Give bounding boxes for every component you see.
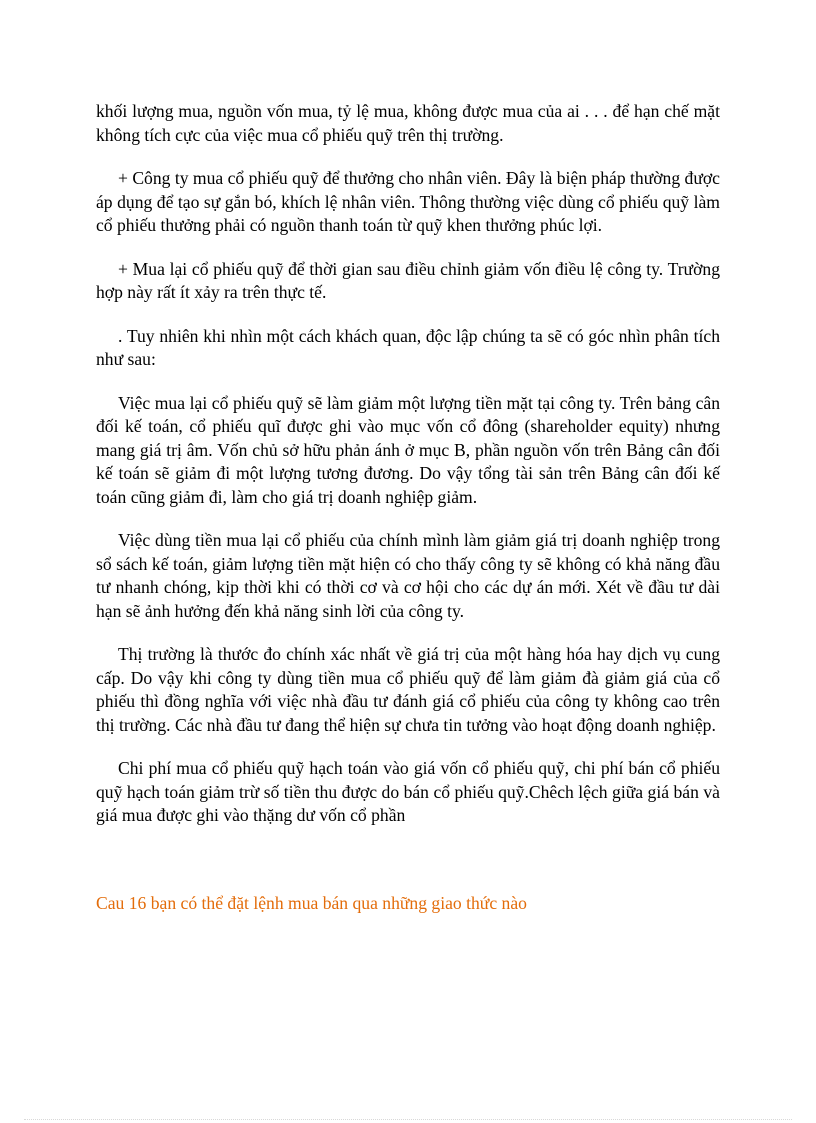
paragraph-accounting-treatment: Chi phí mua cổ phiếu quỹ hạch toán vào giá vốn cổ phiếu quỹ, chi phí bán cổ phiếu quỹ hạch toán giảm trừ số tiền thu được do bán cổ phiếu quỹ.Chêch lệch giữa giá bán và giá mua được ghi vào thặng dư vốn cổ phần — [96, 758, 720, 825]
page-bottom-divider — [24, 1119, 792, 1120]
paragraph-capital-reduction: + Mua lại cổ phiếu quỹ để thời gian sau điều chỉnh giảm vốn điều lệ công ty. Trường hợp này rất ít xảy ra trên thực tế. — [96, 258, 720, 302]
question-heading: Cau 16 bạn có thể đặt lệnh mua bán qua những giao thức nào — [96, 892, 527, 913]
paragraph-cash-reduction: Việc mua lại cổ phiếu quỹ sẽ làm giảm một lượng tiền mặt tại công ty. Trên bảng cân đối kế toán, cổ phiếu quĩ được ghi vào mục vốn cổ đông (shareholder equity) nhưng mang giá trị âm. Vốn chủ sở hữu phản ánh ở mục B, phần nguồn vốn trên Bảng cân đối kế toán sẽ giảm đi một lượng tương đương. Do vậy tổng tài sản trên Bảng cân đối kế toán cũng giảm đi, làm cho giá trị doanh nghiệp giảm. — [96, 392, 720, 507]
paragraph-objective-view: . Tuy nhiên khi nhìn một cách khách quan, độc lập chúng ta sẽ có góc nhìn phân tích như sau: — [96, 325, 720, 369]
paragraph-market-valuation: Thị trường là thước đo chính xác nhất về giá trị của một hàng hóa hay dịch vụ cung cấp. Do vậy khi công ty dùng tiền mua cổ phiếu quỹ để làm giảm đà giảm giá của cổ phiếu thì đồng nghĩa với việc nhà đầu tư đánh giá cổ phiếu của công ty không cao trên thị trường. Các nhà đầu tư đang thể hiện sự chưa tin tưởng vào hoạt động doanh nghiệp. — [96, 644, 720, 735]
paragraph-investment-capacity: Việc dùng tiền mua lại cổ phiếu của chính mình làm giảm giá trị doanh nghiệp trong sổ sách kế toán, giảm lượng tiền mặt hiện có cho thấy công ty sẽ không có khả năng đầu tư nhanh chóng, kịp thời khi có thời cơ và cơ hội cho các dự án mới. Xét về đầu tư dài hạn sẽ ảnh hưởng đến khả năng sinh lời của công ty. — [96, 530, 720, 621]
paragraph-purchase-limits: khối lượng mua, nguồn vốn mua, tỷ lệ mua, không được mua của ai . . . để hạn chế mặt không tích cực của việc mua cổ phiếu quỹ trên thị trường. — [96, 101, 720, 145]
paragraph-employee-bonus: + Công ty mua cổ phiếu quỹ để thưởng cho nhân viên. Đây là biện pháp thường được áp dụng để tạo sự gắn bó, khích lệ nhân viên. Thông thường việc dùng cổ phiếu quỹ làm cổ phiếu thưởng phải có nguồn thanh toán từ quỹ khen thưởng phúc lợi. — [96, 168, 720, 235]
